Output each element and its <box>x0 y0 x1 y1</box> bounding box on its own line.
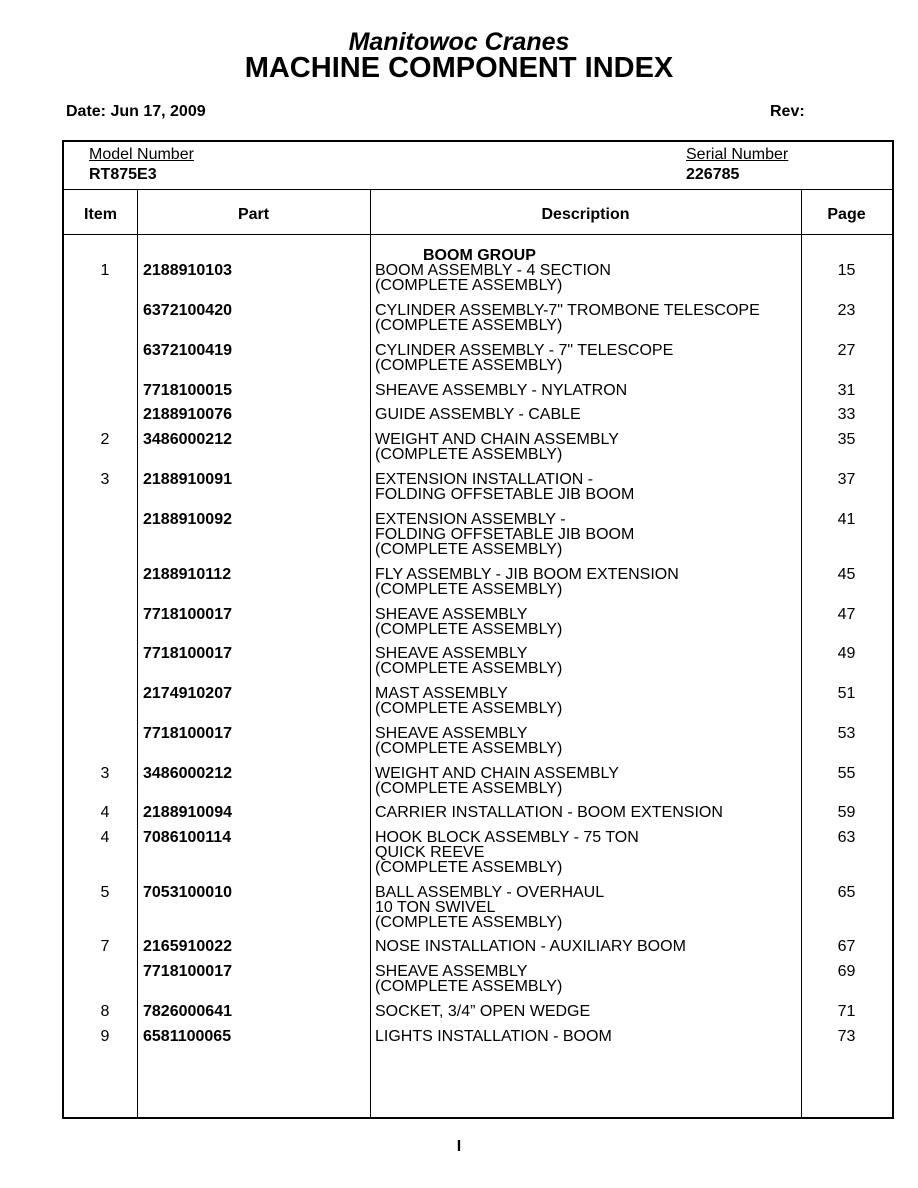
row-part-number: 2188910076 <box>143 406 232 423</box>
row-description <box>375 343 673 373</box>
row-description-line: HOOK BLOCK ASSEMBLY - 75 TON <box>375 829 639 846</box>
row-description <box>375 885 604 930</box>
row-part-number: 7718100017 <box>143 725 232 742</box>
row-description-line: BOOM ASSEMBLY - 4 SECTION <box>375 262 611 279</box>
row-description-line: SHEAVE ASSEMBLY <box>375 963 528 980</box>
row-description-line: GUIDE ASSEMBLY - CABLE <box>375 406 581 423</box>
row-description <box>375 939 686 954</box>
row-description-line: EXTENSION INSTALLATION - <box>375 471 594 488</box>
row-description-line: BALL ASSEMBLY - OVERHAUL <box>375 884 605 901</box>
row-page-number: 31 <box>837 382 856 399</box>
date-line: Date: Jun 17, 2009 <box>66 103 206 120</box>
row-description <box>375 383 627 398</box>
row-part-number: 7718100017 <box>143 606 232 623</box>
row-description-line: SHEAVE ASSEMBLY <box>375 645 528 662</box>
row-description <box>375 1029 612 1044</box>
row-description-line: FOLDING OFFSETABLE JIB BOOM <box>375 486 635 503</box>
row-part-number: 2174910207 <box>143 685 232 702</box>
row-page-number: 69 <box>837 963 856 980</box>
row-description-line: (COMPLETE ASSEMBLY) <box>375 740 563 757</box>
row-description-line: 10 TON SWIVEL <box>375 899 496 916</box>
column-header-item: Item <box>84 206 117 223</box>
row-part-number: 6581100065 <box>143 1028 232 1045</box>
column-header-description: Description <box>541 206 630 223</box>
row-description-line: (COMPLETE ASSEMBLY) <box>375 357 563 374</box>
row-description-line: (COMPLETE ASSEMBLY) <box>375 780 563 797</box>
row-page-number: 51 <box>837 685 856 702</box>
row-page-number: 15 <box>837 262 856 279</box>
row-item-number: 1 <box>100 262 110 279</box>
row-description <box>375 726 562 756</box>
row-page-number: 65 <box>837 884 856 901</box>
row-description <box>375 472 634 502</box>
row-description <box>375 607 562 637</box>
brand-name: Manitowoc Cranes <box>348 28 570 56</box>
row-page-number: 59 <box>837 804 856 821</box>
row-page-number: 53 <box>837 725 856 742</box>
row-description-line: EXTENSION ASSEMBLY - <box>375 511 566 528</box>
row-part-number: 2188910094 <box>143 804 232 821</box>
row-page-number: 45 <box>837 566 856 583</box>
row-description-line: (COMPLETE ASSEMBLY) <box>375 660 563 677</box>
row-part-number: 2188910092 <box>143 511 232 528</box>
row-description <box>375 512 634 557</box>
row-description <box>375 432 619 462</box>
row-page-number: 35 <box>837 431 856 448</box>
serial-number-label: Serial Number <box>686 146 789 163</box>
row-description-line: (COMPLETE ASSEMBLY) <box>375 317 563 334</box>
row-description-line: (COMPLETE ASSEMBLY) <box>375 446 563 463</box>
row-part-number: 3486000212 <box>143 765 232 782</box>
row-description <box>375 830 639 875</box>
row-description <box>375 766 619 796</box>
row-item-number: 4 <box>100 829 110 846</box>
row-part-number: 7718100017 <box>143 963 232 980</box>
column-divider-part <box>370 190 371 1119</box>
column-header-page: Page <box>827 206 866 223</box>
component-table-frame <box>62 140 894 1119</box>
row-description-line: (COMPLETE ASSEMBLY) <box>375 700 563 717</box>
model-number-label: Model Number <box>89 146 194 163</box>
serial-number-value: 226785 <box>686 166 740 183</box>
row-description-line: CYLINDER ASSEMBLY - 7" TELESCOPE <box>375 342 674 359</box>
row-description-line: (COMPLETE ASSEMBLY) <box>375 581 563 598</box>
row-page-number: 37 <box>837 471 856 488</box>
row-page-number: 27 <box>837 342 856 359</box>
group-title: BOOM GROUP <box>423 247 536 264</box>
row-part-number: 3486000212 <box>143 431 232 448</box>
rev-line: Rev: <box>770 103 805 120</box>
row-part-number: 7718100015 <box>143 382 232 399</box>
row-page-number: 55 <box>837 765 856 782</box>
row-part-number: 7086100114 <box>143 829 232 846</box>
row-part-number: 7718100017 <box>143 645 232 662</box>
row-item-number: 3 <box>100 471 110 488</box>
row-part-number: 2188910103 <box>143 262 232 279</box>
row-description-line: CYLINDER ASSEMBLY-7" TROMBONE TELESCOPE <box>375 302 760 319</box>
document-title: MACHINE COMPONENT INDEX <box>244 52 674 84</box>
row-item-number: 2 <box>100 431 110 448</box>
row-part-number: 7826000641 <box>143 1003 232 1020</box>
header-divider <box>64 189 892 190</box>
row-part-number: 6372100420 <box>143 302 232 319</box>
row-description-line: (COMPLETE ASSEMBLY) <box>375 621 563 638</box>
row-description-line: WEIGHT AND CHAIN ASSEMBLY <box>375 765 619 782</box>
column-header-divider <box>64 234 892 235</box>
row-description-line: FLY ASSEMBLY - JIB BOOM EXTENSION <box>375 566 679 583</box>
row-page-number: 73 <box>837 1028 856 1045</box>
row-description-line: WEIGHT AND CHAIN ASSEMBLY <box>375 431 619 448</box>
row-page-number: 47 <box>837 606 856 623</box>
row-page-number: 41 <box>837 511 856 528</box>
row-part-number: 6372100419 <box>143 342 232 359</box>
row-description-line: FOLDING OFFSETABLE JIB BOOM <box>375 526 635 543</box>
row-part-number: 2188910091 <box>143 471 232 488</box>
row-page-number: 67 <box>837 938 856 955</box>
row-description <box>375 964 562 994</box>
row-description-line: QUICK REEVE <box>375 844 485 861</box>
column-divider-item <box>137 190 138 1119</box>
row-item-number: 4 <box>100 804 110 821</box>
row-description-line: (COMPLETE ASSEMBLY) <box>375 914 563 931</box>
row-description-line: SHEAVE ASSEMBLY <box>375 606 528 623</box>
row-description <box>375 263 611 293</box>
row-description-line: (COMPLETE ASSEMBLY) <box>375 541 563 558</box>
row-item-number: 8 <box>100 1003 110 1020</box>
page-number: I <box>456 1138 462 1155</box>
row-part-number: 2188910112 <box>143 566 232 583</box>
row-description <box>375 303 760 333</box>
row-description-line: (COMPLETE ASSEMBLY) <box>375 277 563 294</box>
row-description-line: CARRIER INSTALLATION - BOOM EXTENSION <box>375 804 723 821</box>
row-description <box>375 805 723 820</box>
row-description-line: SHEAVE ASSEMBLY - NYLATRON <box>375 382 628 399</box>
row-description-line: SOCKET, 3/4” OPEN WEDGE <box>375 1003 591 1020</box>
row-page-number: 23 <box>837 302 856 319</box>
row-page-number: 49 <box>837 645 856 662</box>
row-description-line: LIGHTS INSTALLATION - BOOM <box>375 1028 612 1045</box>
row-description-line: (COMPLETE ASSEMBLY) <box>375 859 563 876</box>
row-description-line: NOSE INSTALLATION - AUXILIARY BOOM <box>375 938 686 955</box>
row-page-number: 71 <box>837 1003 856 1020</box>
row-item-number: 9 <box>100 1028 110 1045</box>
row-item-number: 3 <box>100 765 110 782</box>
row-item-number: 5 <box>100 884 110 901</box>
row-page-number: 63 <box>837 829 856 846</box>
column-header-part: Part <box>237 206 270 223</box>
row-description-line: MAST ASSEMBLY <box>375 685 508 702</box>
row-description-line: (COMPLETE ASSEMBLY) <box>375 978 563 995</box>
row-page-number: 33 <box>837 406 856 423</box>
row-part-number: 2165910022 <box>143 938 232 955</box>
row-description <box>375 646 562 676</box>
row-description <box>375 1004 590 1019</box>
model-number-value: RT875E3 <box>89 166 157 183</box>
row-part-number: 7053100010 <box>143 884 232 901</box>
row-description-line: SHEAVE ASSEMBLY <box>375 725 528 742</box>
row-description <box>375 407 581 422</box>
row-description <box>375 567 679 597</box>
row-description <box>375 686 562 716</box>
row-item-number: 7 <box>100 938 110 955</box>
